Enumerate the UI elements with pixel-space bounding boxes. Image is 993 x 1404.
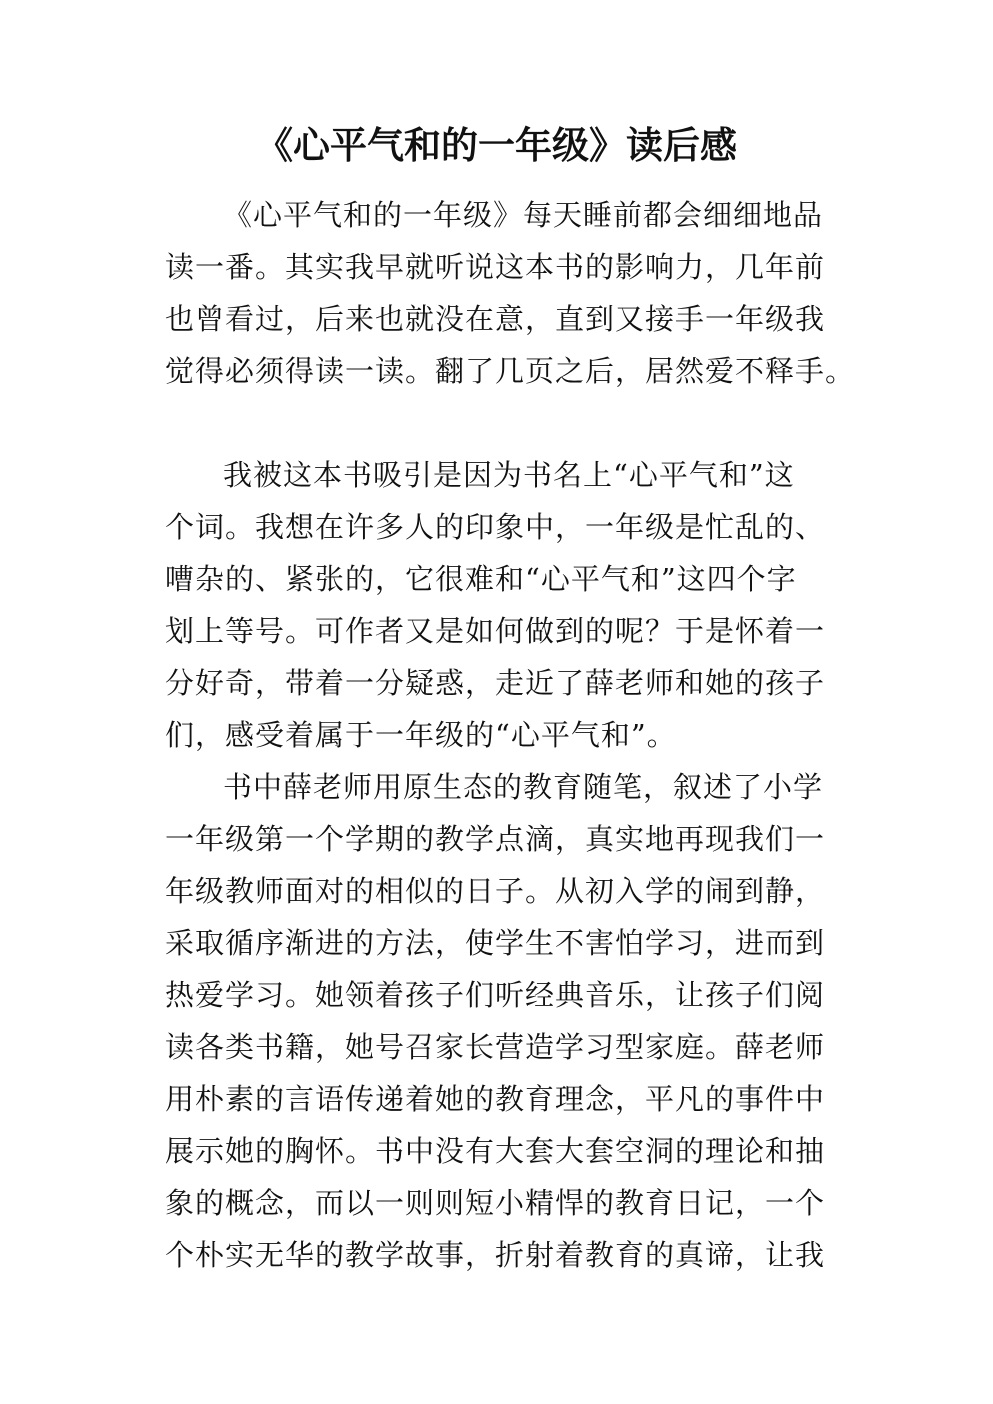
text-line: 读一番。其实我早就听说这本书的影响力，几年前 xyxy=(165,250,826,284)
text-line: 觉得必须得读一读。翻了几页之后，居然爱不释手。 xyxy=(165,354,856,388)
text-line: 用朴素的言语传递着她的教育理念，平凡的事件中 xyxy=(165,1082,826,1116)
document-title: 《心平气和的一年级》读后感 xyxy=(256,124,737,167)
text-line: 分好奇，带着一分疑惑，走近了薛老师和她的孩子 xyxy=(165,666,826,700)
text-line: 也曾看过，后来也就没在意，直到又接手一年级我 xyxy=(165,302,826,336)
text-line: 读各类书籍，她号召家长营造学习型家庭。薛老师 xyxy=(165,1030,826,1064)
text-line: 划上等号。可作者又是如何做到的呢？于是怀着一 xyxy=(165,614,826,648)
text-line: 象的概念，而以一则则短小精悍的教育日记，一个 xyxy=(165,1186,826,1220)
text-line: 采取循序渐进的方法，使学生不害怕学习，进而到 xyxy=(165,926,826,960)
text-line: 个词。我想在许多人的印象中，一年级是忙乱的、 xyxy=(165,510,826,544)
text-line: 年级教师面对的相似的日子。从初入学的闹到静， xyxy=(165,874,826,908)
text-line: 个朴实无华的教学故事，折射着教育的真谛，让我 xyxy=(165,1238,826,1272)
text-line: 展示她的胸怀。书中没有大套大套空洞的理论和抽 xyxy=(165,1134,826,1168)
text-line: 《心平气和的一年级》每天睡前都会细细地品 xyxy=(223,198,824,232)
text-line: 们，感受着属于一年级的“心平气和”。 xyxy=(165,718,677,752)
text-line: 书中薛老师用原生态的教育随笔，叙述了小学 xyxy=(223,770,824,804)
text-line: 热爱学习。她领着孩子们听经典音乐，让孩子们阅 xyxy=(165,978,826,1012)
text-line: 我被这本书吸引是因为书名上“心平气和”这 xyxy=(223,458,795,492)
text-line: 嘈杂的、紧张的，它很难和“心平气和”这四个字 xyxy=(165,562,797,596)
text-line: 一年级第一个学期的教学点滴，真实地再现我们一 xyxy=(165,822,826,856)
